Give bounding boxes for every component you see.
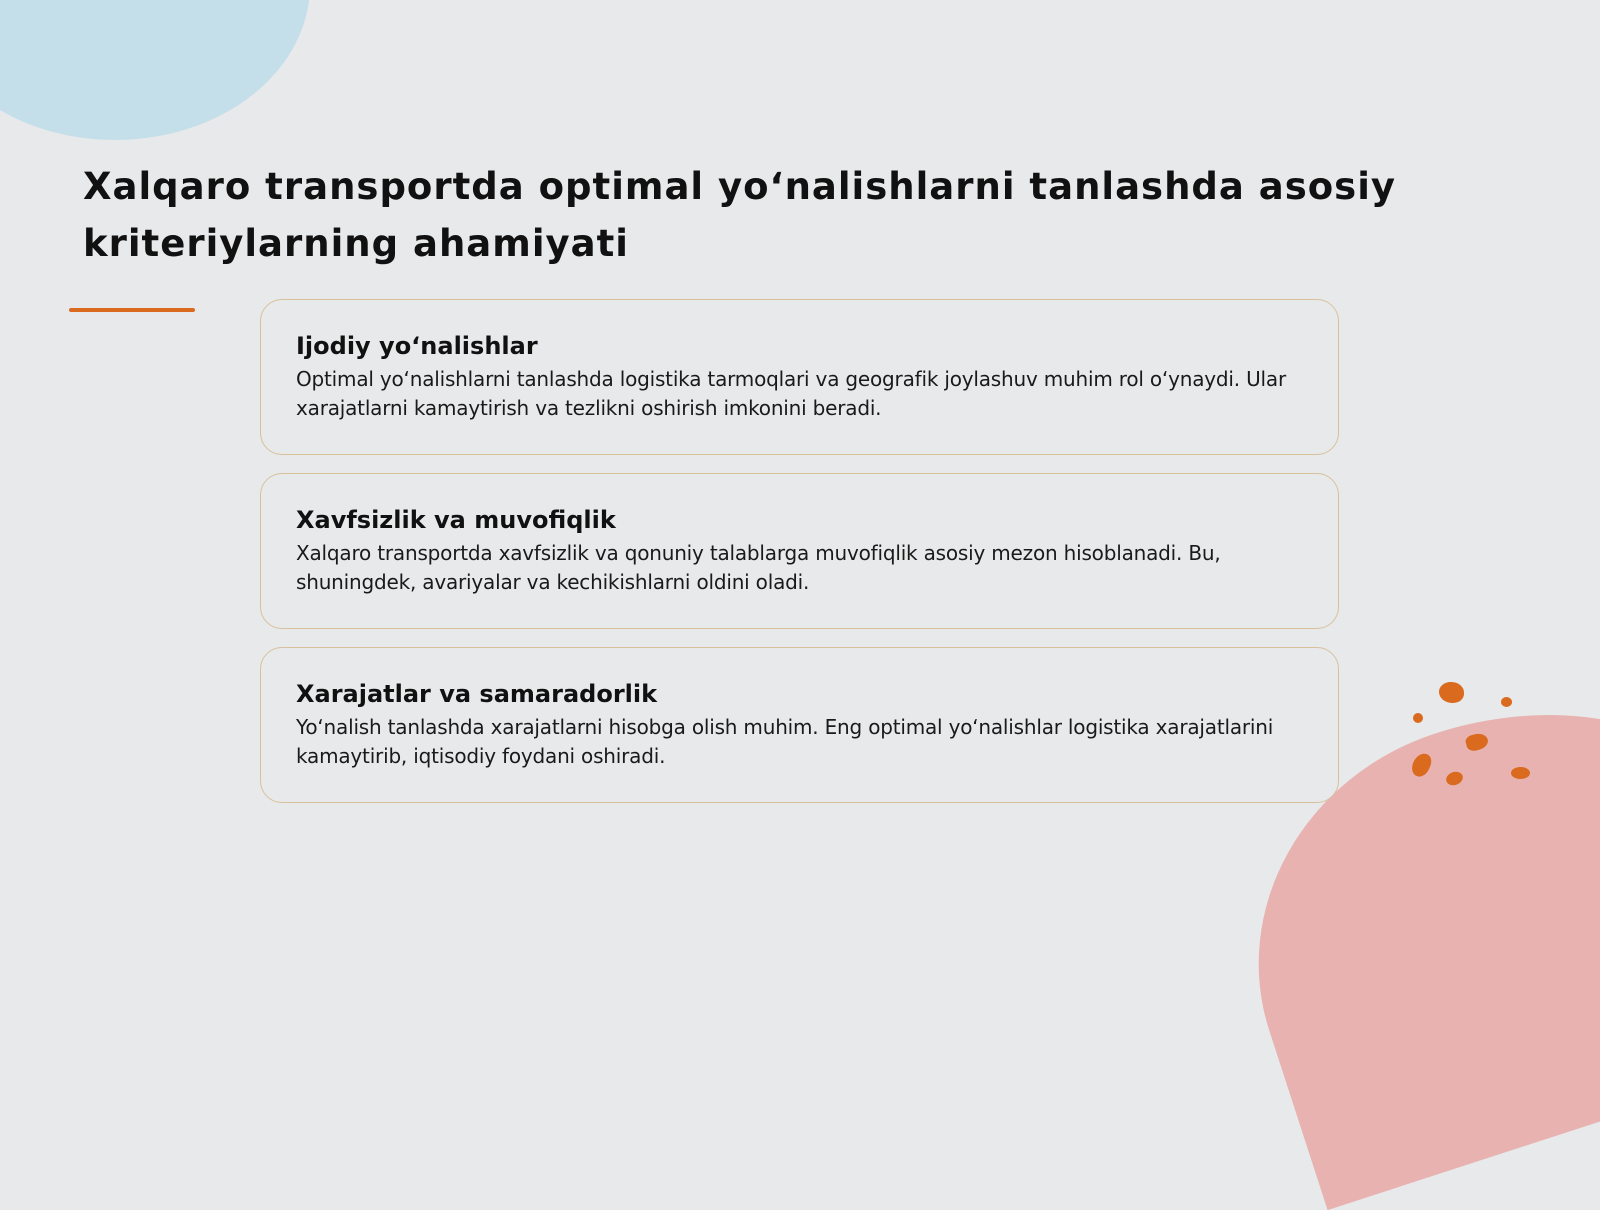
card-heading: Ijodiy yo‘nalishlar: [296, 332, 538, 360]
criterion-card-costs-efficiency: [260, 647, 1339, 803]
title-accent-underline: [69, 308, 195, 312]
splatter-dot: [1413, 713, 1423, 723]
splatter-dot: [1439, 682, 1464, 703]
splatter-dot: [1501, 697, 1512, 707]
card-description: Optimal yo‘nalishlarni tanlashda logistika tarmoqlari va geografik joylashuv muhim rol o‘ynaydi. Ular xarajatlarni kamaytirish va tezlikni oshirish imkonini beradi.: [296, 367, 1286, 420]
criterion-card-creative-routes: [260, 299, 1339, 455]
splatter-dot: [1511, 767, 1530, 779]
criterion-card-safety-compliance: [260, 473, 1339, 629]
card-description: Xalqaro transportda xavfsizlik va qonuniy talablarga muvofiqlik asosiy mezon hisoblanadi. Bu, shuningdek, avariyalar va kechikishlarni oldini oladi.: [296, 541, 1221, 594]
slide-title: Xalqaro transportda optimal yo‘nalishlarni tanlashda asosiy kriteriylarning ahamiyati: [83, 165, 1396, 265]
card-heading: Xarajatlar va samaradorlik: [296, 680, 658, 708]
decorative-blue-blob: [0, 0, 310, 140]
card-description: Yo‘nalish tanlashda xarajatlarni hisobga olish muhim. Eng optimal yo‘nalishlar logistika xarajatlarini kamaytirib, iqtisodiy foydani oshiradi.: [296, 715, 1274, 768]
card-heading: Xavfsizlik va muvofiqlik: [296, 506, 616, 534]
